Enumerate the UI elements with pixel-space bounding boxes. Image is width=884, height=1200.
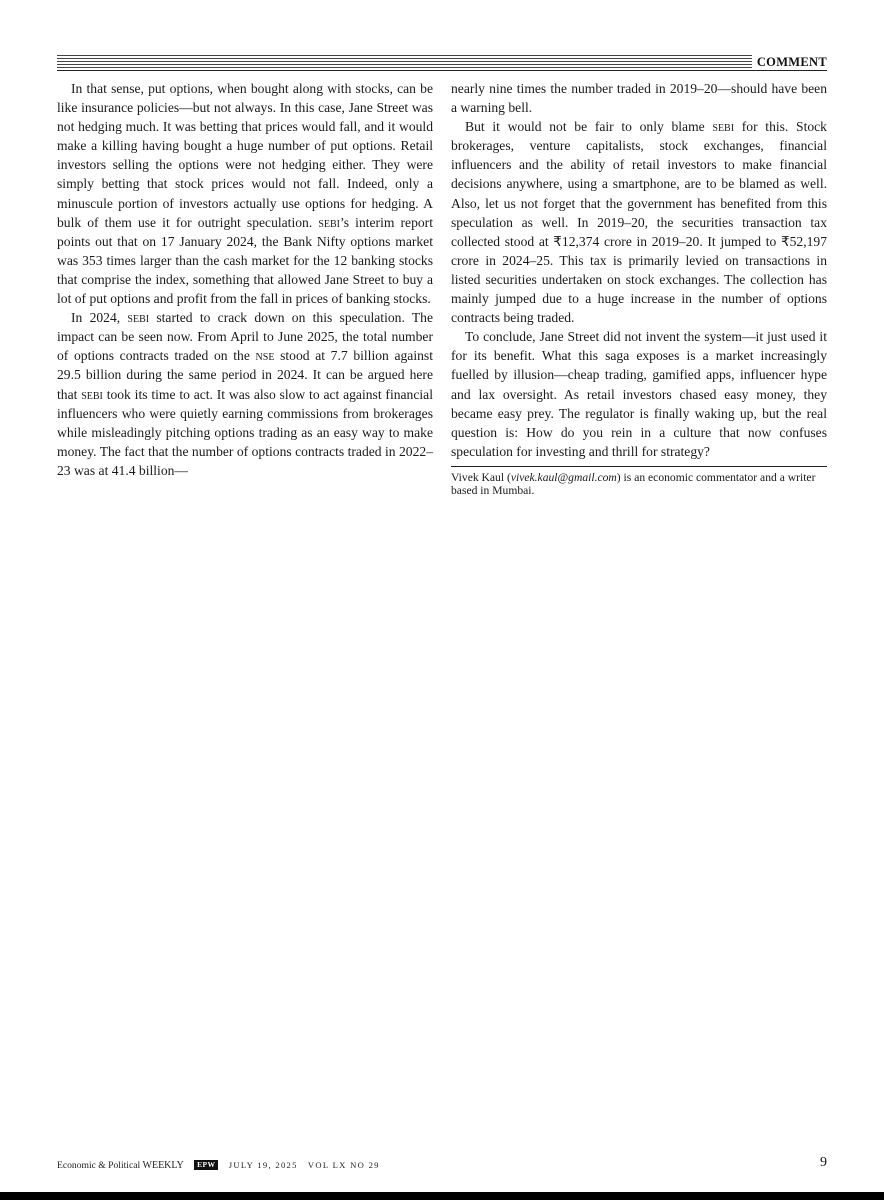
footer bbox=[57, 1158, 380, 1172]
paragraph: nearly nine times the number traded in 2019–20—should have been a warning bell. bbox=[451, 81, 827, 116]
epw-logo: EPW bbox=[194, 1160, 218, 1170]
section-label: COMMENT bbox=[756, 55, 827, 69]
paragraph: But it would not be fair to only blame sebi for this. Stock brokerages, venture capitalists, stock exchanges, financial influencers and the ability of retail investors to make financial decisions anywhere, using a smartphone, are to be blamed as well. Also, let us not forget that the government has benefited from this speculation as well. In 2019–20, the securities transaction tax collected stood at ₹12,374 crore in 2019–20. It jumped to ₹52,197 crore in 2024–25. This tax is primarily levied on transactions in listed securities undertaken on stock exchanges. The collection has mainly jumped due to a huge increase in the number of options contracts being traded. bbox=[451, 119, 827, 326]
header-divider bbox=[57, 70, 827, 71]
page-number: 9 bbox=[820, 1155, 827, 1170]
bio-divider bbox=[451, 466, 827, 467]
author-bio: Vivek Kaul (vivek.kaul@gmail.com) is an economic commentator and a writer based in Mumbai. bbox=[451, 470, 816, 498]
paragraph: To conclude, Jane Street did not invent the system—it just used it for its benefit. What this saga exposes is a market increasingly fuelled by illusion—cheap trading, gamified apps, influencer hype and lax oversight. As retail investors chased easy money, they became easy prey. The regulator is finally waking up, but the real question is: How do you rein in a culture that now confuses speculation for investing and thrill for strategy? bbox=[451, 329, 827, 459]
left-column bbox=[57, 79, 433, 480]
publication-weekly: WEEKLY bbox=[142, 1160, 184, 1171]
publication-name: Economic & Political bbox=[57, 1160, 141, 1171]
paragraph: In 2024, sebi started to crack down on this speculation. The impact can be seen now. From April to June 2025, the total number of options contracts traded on the nse stood at 7.7 billion against 29.5 billion during the same period in 2024. It can be argued here that sebi took its time to act. It was also slow to act against financial influencers who were quietly earning commissions from brokerages while misleadingly pitching options trading as an easy way to make money. The fact that the number of options contracts traded in 2022–23 was at 41.4 billion— bbox=[57, 310, 433, 478]
paragraph: In that sense, put options, when bought along with stocks, can be like insurance policies—but not always. In this case, Jane Street was not hedging much. It was betting that prices would fall, and it would make a killing having bought a huge number of put options. Retail investors selling the options were not hedging either. They were simply betting that stock prices would not fall. Indeed, only a minuscule portion of investors actually use options for hedging. A bulk of them use it for outright speculation. sebi’s interim report points out that on 17 January 2024, the Bank Nifty options market was 353 times larger than the cash market for the 12 banking stocks that comprise the index, something that allowed Jane Street to buy a lot of put options and profit from the fall in prices of banking stocks. bbox=[57, 81, 433, 307]
author-email[interactable]: vivek.kaul@gmail.com bbox=[510, 470, 617, 484]
bottom-bar bbox=[0, 1192, 884, 1200]
right-column bbox=[451, 79, 827, 498]
header-rules bbox=[57, 55, 752, 68]
issue-info: JULY 19, 2025 VOL LX NO 29 bbox=[228, 1160, 380, 1170]
